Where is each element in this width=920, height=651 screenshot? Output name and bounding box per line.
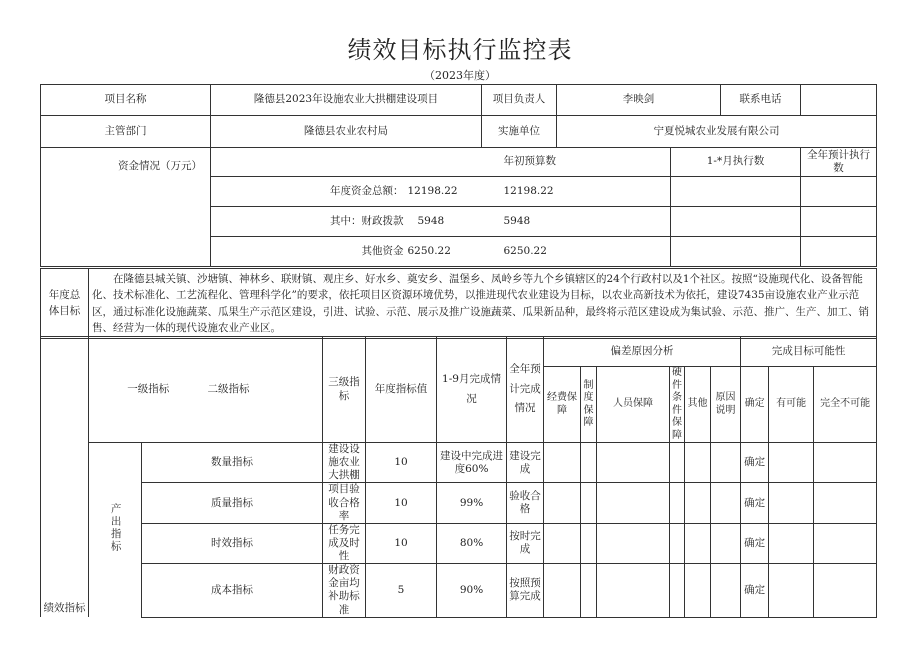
phone-value	[801, 85, 877, 116]
info-table	[40, 84, 877, 267]
row-l3: 财政资金亩均补助标准	[323, 564, 366, 618]
hdr-possibility: 完成目标可能性	[741, 337, 877, 367]
row-forecast: 验收合格	[507, 483, 544, 523]
funds-other-budget: 6250.22	[482, 237, 671, 267]
perf-label: 绩效指标	[41, 337, 89, 618]
funds-col-budget: 年初预算数	[482, 148, 671, 177]
page-title: 绩效目标执行监控表	[347, 36, 573, 64]
funds-fiscal-full	[801, 207, 877, 237]
poss-impossible: 完全不可能	[814, 367, 877, 443]
hdr-level2: 二级指标	[208, 337, 323, 443]
row-progress: 99%	[437, 483, 507, 523]
owner-label: 项目负责人	[482, 85, 557, 116]
unit-value: 宁夏悦城农业发展有限公司	[557, 116, 877, 148]
dept-value: 隆德县农业农村局	[211, 116, 482, 148]
hdr-level3: 三级指标	[323, 337, 366, 443]
funds-fiscal-label: 其中：财政拨款	[211, 207, 406, 237]
dev-reason: 原因说明	[711, 367, 741, 443]
row-l2: 时效指标	[142, 523, 323, 563]
row-l2: 成本指标	[142, 564, 323, 618]
funds-other-label: 其他资金	[211, 237, 406, 267]
row-target: 10	[366, 443, 437, 483]
funds-other-full	[801, 237, 877, 267]
funds-other-exec	[671, 237, 801, 267]
owner-value: 李映剑	[557, 85, 721, 116]
dev-other: 其他	[685, 367, 711, 443]
row-l2: 数量指标	[142, 443, 323, 483]
dev-system: 制度保障	[581, 367, 597, 443]
row-l2: 质量指标	[142, 483, 323, 523]
goal-table	[40, 268, 877, 339]
row-progress: 建设中完成进度60%	[437, 443, 507, 483]
project-name-label: 项目名称	[41, 85, 211, 116]
funds-col-full: 全年预计执行数	[801, 148, 877, 177]
row-possibility: 确定	[741, 523, 769, 563]
phone-label: 联系电话	[721, 85, 801, 116]
dev-staff: 人员保障	[597, 367, 670, 443]
project-name-value: 隆德县2023年设施农业大拱棚建设项目	[211, 85, 482, 116]
funds-fiscal-budget: 5948	[482, 207, 671, 237]
row-target: 5	[366, 564, 437, 618]
dev-hardware: 硬件条件保障	[670, 367, 685, 443]
dev-funding: 经费保障	[544, 367, 581, 443]
funds-other-amount: 6250.22	[406, 237, 482, 267]
row-target: 10	[366, 483, 437, 523]
row-forecast: 按时完成	[507, 523, 544, 563]
perf-table	[40, 336, 877, 618]
row-l3: 建设设施农业大拱棚	[323, 443, 366, 483]
funds-label: 资金情况（万元）	[41, 148, 211, 267]
funds-total-budget: 12198.22	[482, 177, 671, 207]
hdr-level1: 一级指标	[89, 337, 208, 443]
goal-text: 在隆德县城关镇、沙塘镇、神林乡、联财镇、观庄乡、好水乡、奠安乡、温堡乡、凤岭乡等九个乡镇辖区的24个行政村以及1个社区。按照“设施现代化、设备智能化、技术标准化、工艺流程化、管理科学化”的要求，依托项目区资源环境优势，以推进现代农业建设为目标，以农业高新技术为依托，建设7435亩设施农业产业示范区，通过标准化设施蔬菜、瓜果生产示范区建设，引进、试验、示范、展示及推广设施蔬菜、瓜果新品种，最终将示范区建设成为集试验、示范、推广、生产、加工、销售、经营为一体的现代设施农业产业区。	[89, 269, 877, 339]
row-possibility: 确定	[741, 443, 769, 483]
group-output: 产出指标	[89, 443, 142, 618]
hdr-forecast: 全年预计完成情况	[507, 337, 544, 443]
row-progress: 80%	[437, 523, 507, 563]
poss-maybe: 有可能	[769, 367, 814, 443]
funds-fiscal-amount: 5948	[406, 207, 482, 237]
row-forecast: 按照预算完成	[507, 564, 544, 618]
poss-sure: 确定	[741, 367, 769, 443]
row-forecast: 建设完成	[507, 443, 544, 483]
year-label: （2023年度）	[424, 69, 496, 82]
funds-fiscal-exec	[671, 207, 801, 237]
funds-total-label: 年度资金总额：	[211, 177, 406, 207]
goal-label: 年度总体目标	[41, 269, 89, 339]
funds-total-amount: 12198.22	[406, 177, 482, 207]
funds-col-exec: 1-*月执行数	[671, 148, 801, 177]
dept-label: 主管部门	[41, 116, 211, 148]
hdr-deviation: 偏差原因分析	[544, 337, 741, 367]
row-progress: 90%	[437, 564, 507, 618]
funds-total-exec	[671, 177, 801, 207]
hdr-target: 年度指标值	[366, 337, 437, 443]
row-target: 10	[366, 523, 437, 563]
row-possibility: 确定	[741, 564, 769, 618]
row-l3: 项目验收合格率	[323, 483, 366, 523]
row-possibility: 确定	[741, 483, 769, 523]
unit-label: 实施单位	[482, 116, 557, 148]
row-l3: 任务完成及时性	[323, 523, 366, 563]
hdr-progress: 1-9月完成情况	[437, 337, 507, 443]
funds-total-full	[801, 177, 877, 207]
